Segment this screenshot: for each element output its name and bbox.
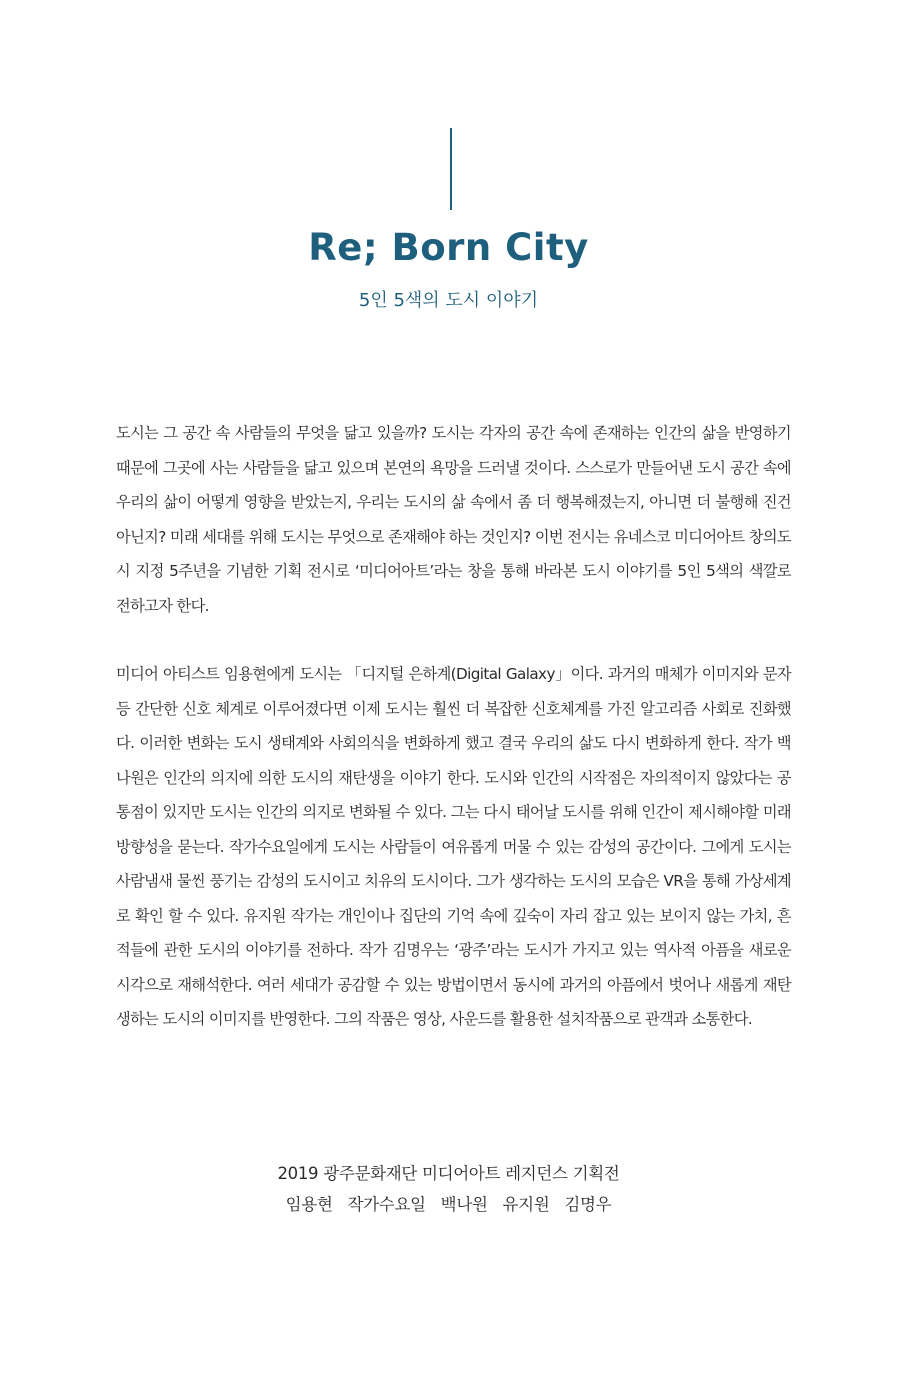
footer-credits [0,1158,897,1220]
artists-paragraph: 미디어 아티스트 임용현에게 도시는 「디지털 은하계(Digital Galaxy」이다. 과거의 매체가 이미지와 문자 등 간단한 신호 체계로 이루어졌다면 이제 도시는 훨씬 더 복잡한 신호체계를 가진 알고리즘 사회로 진화했다. 이러한 변화는 도시 생태계와 사회의식을 변화하게 했고 결국 우리의 삶도 다시 변화하게 한다. 작가 백나원은 인간의 의지에 의한 도시의 재탄생을 이야기 한다. 도시와 인간의 시작점은 자의적이지 않았다는 공통점이 있지만 도시는 인간의 의지로 변화될 수 있다. 그는 다시 태어날 도시를 위해 인간이 제시해야할 미래 방향성을 묻는다. 작가수요일에게 도시는 사람들이 여유롭게 머물 수 있는 감성의 공간이다. 그에게 도시는 사람냄새 물씬 풍기는 감성의 도시이고 치유의 도시이다. 그가 생각하는 도시의 모습은 VR을 통해 가상세계로 확인 할 수 있다. 유지원 작가는 개인이나 집단의 기억 속에 깊숙이 자리 잡고 있는 보이지 않는 가치, 흔적들에 관한 도시의 이야기를 전하다. 작가 김명우는 ‘광주’라는 도시가 가지고 있는 역사적 아픔을 새로운 시각으로 재해석한다. 여러 세대가 공감할 수 있는 방법이면서 동시에 과거의 아픔에서 벗어나 새롭게 재탄생하는 도시의 이미지를 반영한다. 그의 작품은 영상, 사운드를 활용한 설치작품으로 관객과 소통한다. [116,665,791,1028]
intro-paragraph: 도시는 그 공간 속 사람들의 무엇을 닮고 있을까? 도시는 각자의 공간 속에 존재하는 인간의 삶을 반영하기 때문에 그곳에 사는 사람들을 닮고 있으며 본연의 욕망을 드러낼 것이다. 스스로가 만들어낸 도시 공간 속에 우리의 삶이 어떻게 영향을 받았는지, 우리는 도시의 삶 속에서 좀 더 행복해졌는지, 아니면 더 불행해 진건 아닌지? 미래 세대를 위해 도시는 무엇으로 존재해야 하는 것인지? 이번 전시는 유네스코 미디어아트 창의도시 지정 5주년을 기념한 기획 전시로 ‘미디어아트’라는 창을 통해 바라본 도시 이야기를 5인 5색의 색깔로 전하고자 한다. [116,424,791,615]
event-name: 2019 광주문화재단 미디어아트 레지던스 기획전 [277,1164,620,1183]
vertical-divider-line [450,128,452,210]
artist-list: 임용현 작가수요일 백나원 유지원 김명우 [285,1195,612,1214]
page-title: Re; Born City [308,226,589,269]
page-subtitle: 5인 5색의 도시 이야기 [358,290,539,311]
